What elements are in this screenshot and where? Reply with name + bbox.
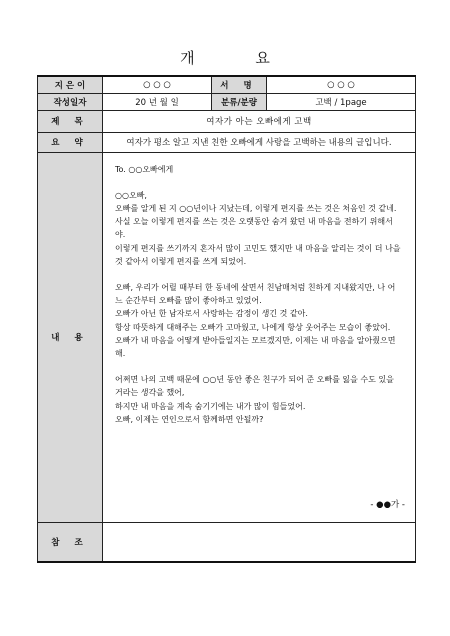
author-label: 지 은 이 xyxy=(38,76,103,93)
subject-label: 제 목 xyxy=(38,110,103,132)
category-value: 고백 / 1page xyxy=(267,93,416,110)
content-cell xyxy=(103,152,416,522)
letter-line: 오빠를 알게 된 지 ○○년이나 지났는데, 이렇게 편지를 쓰는 것은 처음인 것 같네. 사실 오늘 이렇게 편지를 쓰는 것은 오랫동안 숨겨 왔던 내 마음을 전하기 위해서야. xyxy=(115,203,397,240)
letter-line: 오빠가 아닌 한 남자로서 사랑하는 감정이 생긴 것 같아. xyxy=(115,309,308,319)
date-value: 20 년 월 일 xyxy=(103,93,212,110)
reference-label: 참 조 xyxy=(38,522,103,562)
author-value: ○ ○ ○ xyxy=(103,76,212,93)
letter-line: 어쩌면 나의 고백 때문에 ○○년 동안 좋은 친구가 되어 준 오빠를 잃을 수도 있을 거라는 생각을 했어, xyxy=(115,375,394,398)
reference-value xyxy=(103,522,416,562)
letter-greeting: To. ○○오빠에게 xyxy=(115,164,174,174)
page-title: 개 요 xyxy=(180,49,298,67)
letter-line: 오빠, 이제는 연인으로서 함께하면 안될까? xyxy=(115,414,264,424)
subject-value: 여자가 아는 오빠에게 고백 xyxy=(103,110,416,132)
category-label: 분류/분량 xyxy=(212,93,267,110)
letter-line: 하지만 내 마음을 계속 숨기기에는 내가 많이 힘들었어. xyxy=(115,401,306,411)
summary-value: 여자가 평소 알고 지낸 친한 오빠에게 사랑을 고백하는 내용의 글입니다. xyxy=(103,132,416,152)
letter-body xyxy=(103,153,415,522)
signature-label: 서 명 xyxy=(212,76,267,93)
letter-signature: - ●●가 - xyxy=(370,500,405,511)
summary-label: 요 약 xyxy=(38,132,103,152)
date-label: 작성일자 xyxy=(38,93,103,110)
letter-line: 오빠, 우리가 어릴 때부터 한 동네에 살면서 친남매처럼 친하게 지내왔지만, 나 어느 순간부터 오빠를 많이 좋아하고 있었어. xyxy=(115,282,396,306)
signature-value: ○ ○ ○ xyxy=(267,76,416,93)
letter-line: 이렇게 편지를 쓰기까지 혼자서 많이 고민도 했지만 내 마음을 알리는 것이 더 나을 것 같아서 이렇게 편지를 쓰게 되었어. xyxy=(115,243,401,266)
letter-line: 오빠가 내 마음을 어떻게 받아들일지는 모르겠지만, 이제는 내 마음을 알아줬으면 해. xyxy=(115,335,396,358)
letter-line: ○○오빠, xyxy=(115,190,147,200)
letter-line: 항상 따뜻하게 대해주는 오빠가 고마웠고, 나에게 항상 웃어주는 모습이 좋았어. xyxy=(115,322,391,332)
content-label: 내 용 xyxy=(38,152,103,522)
summary-form-table xyxy=(37,75,416,563)
